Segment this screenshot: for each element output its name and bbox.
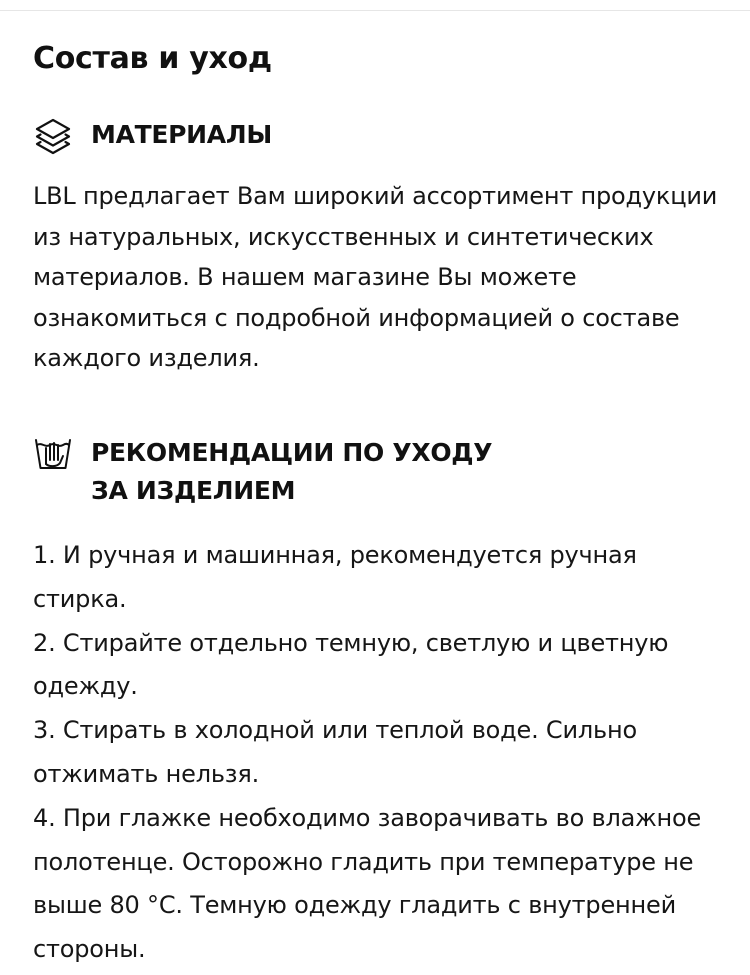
materials-title: МАТЕРИАЛЫ [91,120,272,149]
care-header [33,434,723,510]
top-divider [0,10,750,11]
list-item: 2. Стирайте отдельно темную, светлую и цветную одежду. [33,628,669,701]
materials-section [33,116,723,379]
hand-wash-icon [33,434,73,474]
list-item: 1. И ручная и машинная, рекомендуется ручная стирка. [33,541,637,613]
layers-icon [33,116,73,156]
materials-header [33,116,723,156]
list-item: 3. Стирать в холодной или теплой воде. Сильно отжимать нельзя. [33,716,637,788]
care-section [33,434,723,972]
page-title: Состав и уход [33,41,272,76]
care-title: РЕКОМЕНДАЦИИ ПО УХОДУ ЗА ИЗДЕЛИЕМ [91,438,493,505]
materials-description: LBL предлагает Вам широкий ассортимент продукции из натуральных, искусственных и синтетических материалов. В нашем магазине Вы можете ознакомиться с подробной информацией о составе каждого изделия. [33,182,718,372]
care-instructions-list [33,534,723,972]
list-item: 4. При глажке необходимо заворачивать во влажное полотенце. Осторожно гладить при температуре не выше 80 °C. Темную одежду гладить с внутренней стороны. [33,803,702,964]
